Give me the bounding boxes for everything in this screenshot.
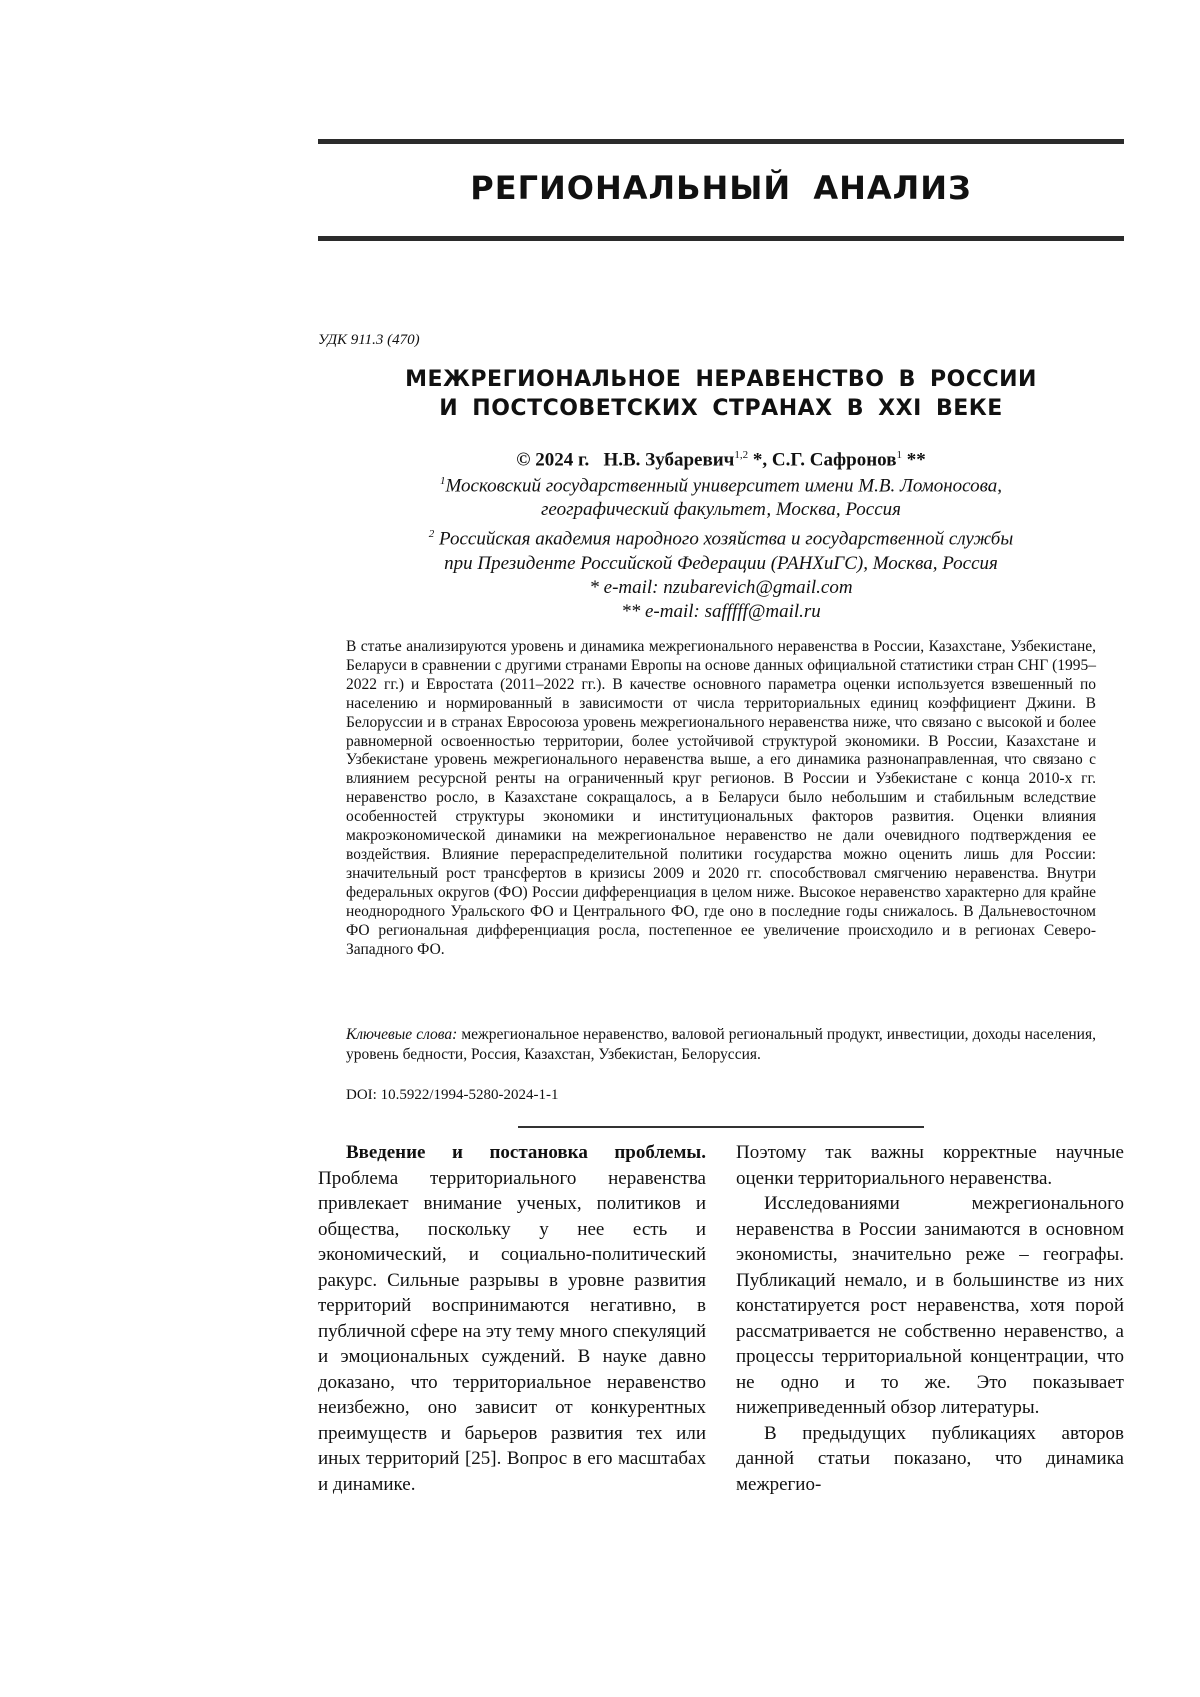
keywords-list: межрегиональное неравенство, валовой региональный продукт, инвестиции, доходы населения, уровень бедности, Россия, Казахстан, Узбекистан, Белоруссия. (346, 1026, 1096, 1063)
author-1-name: Н.В. Зубаревич (603, 449, 735, 471)
email-2: ** e-mail: safffff@mail.ru (621, 600, 821, 622)
section-title: РЕГИОНАЛЬНЫЙ АНАЛИЗ (470, 169, 972, 207)
header-bottom-rule (318, 236, 1124, 241)
affiliation-2-text-1: Российская академия народного хозяйства и государственной службы (434, 528, 1014, 550)
affiliation-1-line-1 (318, 469, 1124, 498)
body-column-left (318, 1140, 706, 1497)
body-column-right (736, 1140, 1124, 1497)
affiliation-2-line-2: при Президенте Российской Федерации (РАНХиГС), Москва, Россия (444, 552, 998, 574)
keywords (346, 1025, 1096, 1065)
author-1-affiliation-ref: 1,2 (734, 449, 749, 461)
intro-text: Проблема территориального неравенства привлекает внимание ученых, политиков и общества, поскольку у нее есть и экономический, и социально-политический ракурс. Сильные разрывы в уровне развития территорий воспринимаются негативно, в публичной сфере на эту тему много спекуляций и эмоциональных суждений. В науке давно доказано, что территориальное неравенство неизбежно, оно зависит от конкурентных преимуществ и барьеров развития тех или иных территорий [25]. Вопрос в его масштабах и динамике. (318, 1167, 706, 1495)
affiliation-1-ref: 1 (439, 475, 446, 487)
email-1: * e-mail: nzubarevich@gmail.com (589, 576, 853, 598)
affiliation-1-line-2: географический факультет, Москва, Россия (540, 499, 901, 521)
authors-line (318, 443, 1124, 472)
affiliation-1-text-1: Московский государственный университет имени М.В. Ломоносова, (445, 475, 1003, 497)
intro-paragraph (318, 1140, 706, 1497)
separator-rule (518, 1126, 924, 1128)
author-2-name: С.Г. Сафронов (771, 449, 897, 471)
paragraph-previous-work: В предыдущих публикациях авторов данной статьи показано, что динамика межрегио- (736, 1422, 1124, 1495)
keywords-label: Ключевые слова: (346, 1026, 458, 1043)
affiliations (318, 469, 1124, 624)
article-title (318, 365, 1124, 423)
doi: DOI: 10.5922/1994-5280-2024-1-1 (346, 1087, 559, 1103)
author-2-email-mark: ** (901, 449, 926, 471)
paragraph-literature: Исследованиями межрегионального неравенства в России занимаются в основном экономисты, значительно реже – географы. Публикаций немало, и в большинстве из них констатируется рост неравенства, хотя порой рассматривается не собственно неравенство, а процессы территориальной концентрации, что не одно и то же. Это показывает нижеприведенный обзор литературы. (736, 1193, 1124, 1418)
intro-heading: Введение и постановка проблемы. (346, 1142, 706, 1163)
article-title-line-1: МЕЖРЕГИОНАЛЬНОЕ НЕРАВЕНСТВО В РОССИИ (405, 367, 1037, 392)
affiliation-2-line-1 (318, 522, 1124, 551)
affiliation-2-ref: 2 (428, 528, 435, 541)
article-title-line-2: И ПОСТСОВЕТСКИХ СТРАНАХ В XXI ВЕКЕ (439, 396, 1003, 421)
copyright-year: © 2024 г. (516, 449, 590, 471)
paragraph-continuation: Поэтому так важны корректные научные оценки территориального неравенства. (736, 1142, 1124, 1189)
udc-code: УДК 911.3 (470) (318, 332, 420, 348)
author-1-email-mark: *, (748, 449, 768, 471)
author-2-affiliation-ref: 1 (896, 449, 902, 461)
abstract: В статье анализируются уровень и динамика межрегионального неравенства в России, Казахстане, Узбекистане, Беларуси в сравнении с другими странами Европы на основе данных официальной статистики стран СНГ (1995–2022 гг.) и Евростата (2011–2022 гг.). В качестве основного параметра оценки используется взвешенный по населению и нормированный в зависимости от числа территориальных единиц коэффициент Джини. В Белоруссии и в странах Евросоюза уровень межрегионального неравенства ниже, что связано с высокой и более равномерной освоенностью территории, более устойчивой структурой экономики. В России, Казахстане и Узбекистане уровень межрегионального неравенства выше, а его динамика разнонаправленная, что связано с влиянием ресурсной ренты на ограниченный круг регионов. В России и Узбекистане с конца 2010-х гг. неравенство росло, в Казахстане сокращалось, а в Беларуси было небольшим и стабильным вследствие особенностей структуры экономики и институциональных факторов развития. Оценки влияния макроэкономической динамики на межрегиональное неравенство не дали очевидного подтверждения ее воздействия. Влияние перераспределительной политики государства можно оценить лишь для России: значительный рост трансфертов в кризисы 2009 и 2020 гг. способствовал смягчению неравенства. Внутри федеральных округов (ФО) России дифференциация в целом ниже. Высокое неравенство характерно для крайне неоднородного Уральского ФО и Центрального ФО, где оно в последние годы снижалось. В Дальневосточном ФО региональная дифференциация росла, постепенное ее увеличение происходило и в регионах Северо-Западного ФО. (346, 638, 1096, 958)
header-top-rule (318, 139, 1124, 144)
